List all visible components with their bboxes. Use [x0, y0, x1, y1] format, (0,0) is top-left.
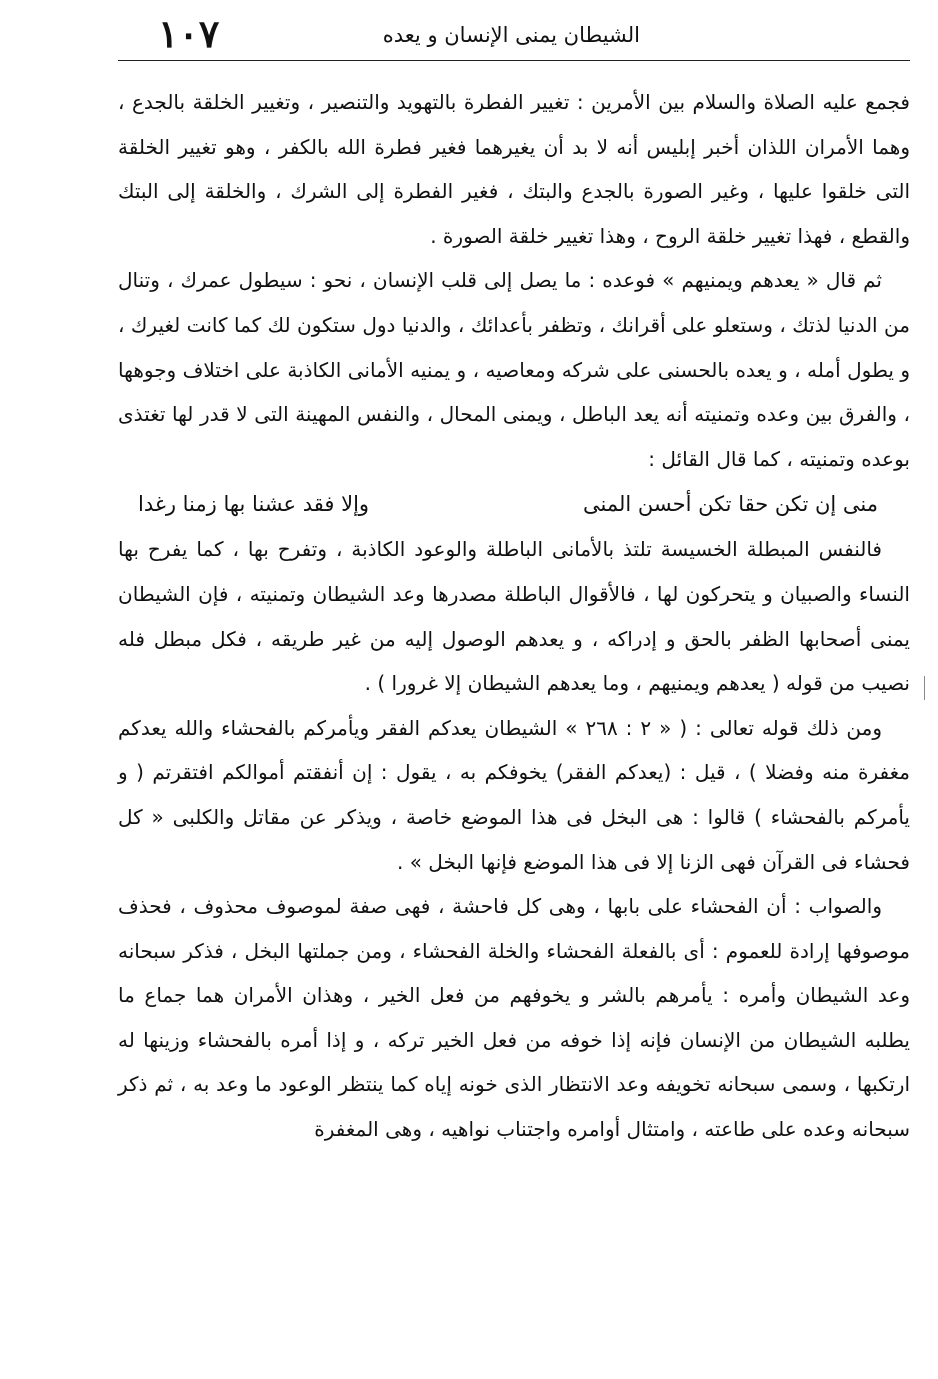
running-title: الشيطان يمنى الإنسان و يعده	[382, 23, 640, 47]
paragraph-1: فجمع عليه الصلاة والسلام بين الأمرين : تغيير الفطرة بالتهويد والتنصير ، وتغيير الخلقة بالجدع ، وهما الأمران اللذان أخبر إبليس أنه لا بد أن يغيرهما فغير فطرة الله بالكفر ، وهو تغيير الخلقة التى خلقوا عليها ، وغير الصورة بالجدع والبتك ، فغير الفطرة إلى الشرك ، والخلقة إلى البتك والقطع ، فهذا تغيير خلقة الروح ، وهذا تغيير خلقة الصورة .	[118, 90, 910, 248]
paragraph-3: فالنفس المبطلة الخسيسة تلتذ بالأمانى الباطلة والوعود الكاذبة ، وتفرح بها ، كما يفرح بها النساء والصبيان و يتحركون لها ، فالأقوال الباطلة مصدرها وعد الشيطان وتمنيته ، فإن الشيطان يمنى أصحابها الظفر بالحق و إدراكه ، و يعدهم الوصول إليه من غير طريقه ، فكل مبطل فله نصيب من قوله ( يعدهم ويمنيهم ، وما يعدهم الشيطان إلا غرورا ) .	[118, 537, 910, 696]
paragraph-4: ومن ذلك قوله تعالى : ( « ٢ : ٢٦٨ » الشيطان يعدكم الفقر ويأمركم بالفحشاء والله يعدكم مغفرة منه وفضلا ) ، قيل : (يعدكم الفقر) يخوفكم به ، يقول : إن أنفقتم أموالكم افتقرتم ( و يأمركم بالفحشاء ) قالوا : هى البخل فى هذا الموضع خاصة ، ويذكر عن مقاتل والكلبى « كل فحشاء فى القرآن فهى الزنا إلا فى هذا الموضع فإنها البخل » .	[118, 715, 910, 874]
page-number: ١٠٧	[158, 11, 220, 56]
poetry-verse	[118, 481, 910, 527]
page-header	[118, 8, 910, 68]
main-text	[118, 80, 910, 1152]
verse-second-hemistich: وإلا فقد عشنا بها زمنا رغدا	[138, 492, 370, 517]
verse-first-hemistich: منى إن تكن حقا تكن أحسن المنى	[582, 492, 878, 517]
margin-mark	[924, 676, 925, 700]
paragraph-2: ثم قال « يعدهم ويمنيهم » فوعده : ما يصل إلى قلب الإنسان ، نحو : سيطول عمرك ، وتنال من الدنيا لذتك ، وستعلو على أقرانك ، وتظفر بأعدائك ، والدنيا دول ستكون لك كما كانت لغيرك ، و يطول أمله ، و يعده بالحسنى على شركه ومعاصيه ، و يمنيه الأمانى الكاذبة على اختلاف وجوهها ، والفرق بين وعده وتمنيته أنه يعد الباطل ، ويمنى المحال ، والنفس المهينة التى لا قدر لها تغتذى بوعده وتمنيته ، كما قال القائل :	[118, 268, 910, 471]
paragraph-5: والصواب : أن الفحشاء على بابها ، وهى كل فاحشة ، فهى صفة لموصوف محذوف ، فحذف موصوفها إرادة للعموم : أى بالفعلة الفحشاء والخلة الفحشاء ، ومن جملتها البخل ، فذكر سبحانه وعد الشيطان وأمره : يأمرهم بالشر و يخوفهم من فعل الخير ، وهذان الأمران هما جماع ما يطلبه الشيطان من الإنسان فإنه إذا خوفه من فعل الخير تركه ، و إذا أمره بالفحشاء وزينها له ارتكبها ، وسمى سبحانه تخويفه وعد الانتظار الذى خونه إياه كما ينتظر الوعود ما وعد به ، ثم ذكر سبحانه وعده على طاعته ، وامتثال أوامره واجتناب نواهيه ، وهى المغفرة	[118, 894, 910, 1142]
header-divider	[118, 60, 910, 61]
